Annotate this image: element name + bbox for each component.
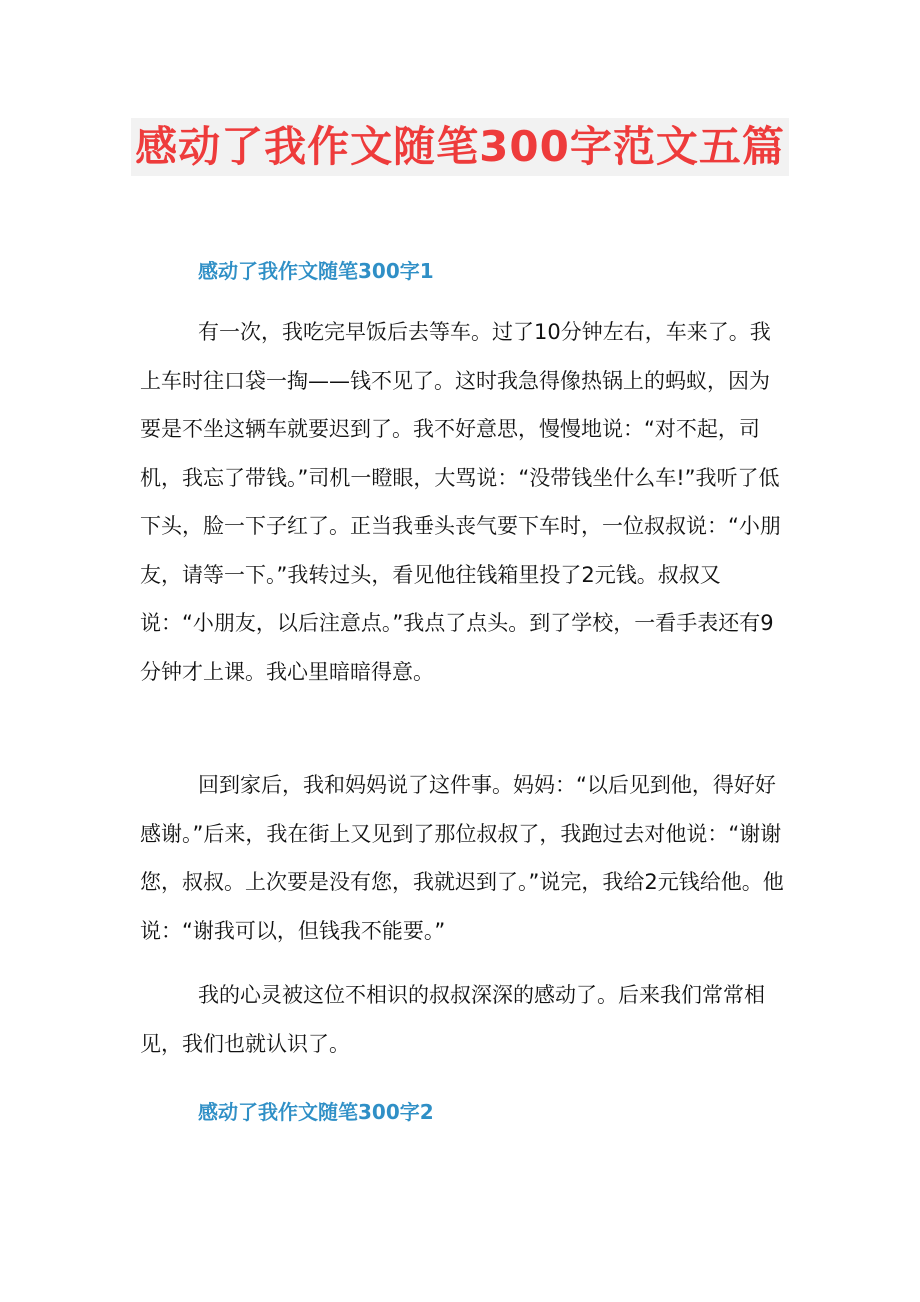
document-title: 感动了我作文随笔300字范文五篇	[131, 118, 789, 176]
paragraph-2: 回到家后，我和妈妈说了这件事。妈妈：“以后见到他，得好好感谢。”后来，我在街上又见到了那位叔叔了，我跑过去对他说：“谢谢您，叔叔。上次要是没有您，我就迟到了。”说完，我给2元钱给他。他说：“谢我可以，但钱我不能要。”	[140, 773, 784, 943]
paragraph-3: 我的心灵被这位不相识的叔叔深深的感动了。后来我们常常相见，我们也就认识了。	[140, 983, 765, 1056]
section-heading-1: 感动了我作文随笔300字1	[198, 259, 434, 283]
title-wrap	[0, 118, 920, 176]
section-heading-2: 感动了我作文随笔300字2	[198, 1100, 434, 1124]
paragraph-1: 有一次，我吃完早饭后去等车。过了10分钟左右，车来了。我上车时往口袋一掏——钱不见了。这时我急得像热锅上的蚂蚁，因为要是不坐这辆车就要迟到了。我不好意思，慢慢地说：“对不起，司机，我忘了带钱。”司机一瞪眼，大骂说：“没带钱坐什么车!”我听了低下头，脸一下子红了。正当我垂头丧气要下车时，一位叔叔说：“小朋友，请等一下。”我转过头，看见他往钱箱里投了2元钱。叔叔又说：“小朋友，以后注意点。”我点了点头。到了学校，一看手表还有9分钟才上课。我心里暗暗得意。	[140, 320, 781, 684]
